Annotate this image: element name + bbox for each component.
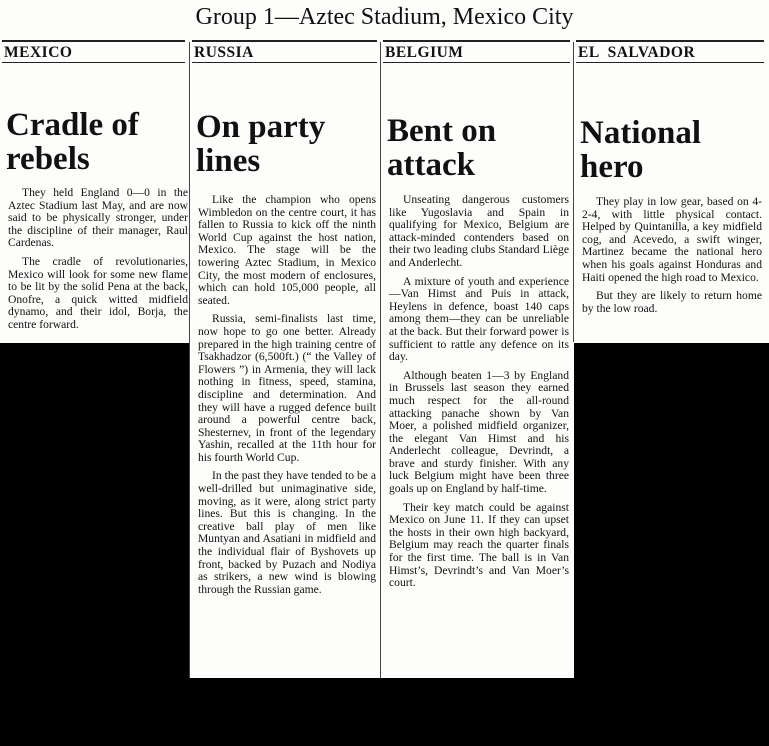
column-belgium <box>383 40 570 590</box>
paragraph: Like the champion who opens Wimbledon on the centre court, it has fallen to Russia to kick off the ninth World Cup against the host nation, Mexico. The stage will be the towering Aztec Stadium, in Mexico City, the most modern of enclosures, which can hold 105,000 people, all seated. <box>198 193 376 307</box>
paragraph: Although beaten 1—3 by England in Brussels last season they earned much respect for the all-round attacking panache shown by Van Moer, a polished midfield organizer, the elegant Van Himst and his Anderlecht colleague, Devrindt, a brave and sturdy finisher. With any luck Belgium might have been three goals up on England by half-time. <box>389 368 569 496</box>
team-label: EL SALVADOR <box>576 40 764 63</box>
column-russia <box>192 40 377 596</box>
paragraph: Their key match could be against Mexico on June 11. If they can upset the hosts in their own high backyard, Belgium may reach the quarter finals for the first time. The ball is in Van Himst’s, Devrindt’s and Van Moer’s court. <box>389 500 569 590</box>
page-title: Group 1—Aztec Stadium, Mexico City <box>195 4 574 30</box>
column-el-salvador <box>576 40 764 315</box>
headline-line: hero <box>580 149 644 185</box>
column-mexico <box>2 40 188 331</box>
headline <box>387 114 496 182</box>
paragraph: The cradle of revolutionaries, Mexico will look for some new flame to be lit by the solid Pena at the back, Onofre, a quick witted midfield dynamo, and their idol, Borja, the centre forward. <box>8 254 188 331</box>
article-body <box>198 194 376 602</box>
column-rule <box>189 42 190 678</box>
headline-line: National <box>580 115 702 151</box>
column-rule <box>380 42 381 678</box>
team-label: MEXICO <box>2 40 185 63</box>
article-body <box>8 187 188 338</box>
headline <box>580 116 701 184</box>
headline-line: lines <box>196 143 261 179</box>
article-body <box>389 194 569 596</box>
paragraph: In the past they have tended to be a well-drilled but unimaginative side, moving, as it were, along strict party lines. But this is changing. In the creative ball play of men like Muntyan and Asatiani in midfield and the individual flair of Byshovets up front, backed by Puzach and Nodiya as strikers, a new wind is blowing through the Russian game. <box>198 469 376 596</box>
article-body <box>582 196 762 321</box>
headline <box>6 108 139 176</box>
paragraph: But they are likely to return home by the low road. <box>582 289 762 315</box>
paragraph: They held England 0—0 in the Aztec Stadium last May, and are now said to be physically stronger, under the discipline of their manager, Raul Cardenas. <box>8 186 188 250</box>
paragraph: Unseating dangerous customers like Yugoslavia and Spain in qualifying for Mexico, Belgium are attack-minded contenders based on their two leading clubs Standard Liège and Anderlecht. <box>389 193 569 269</box>
headline-line: rebels <box>6 141 90 177</box>
paragraph: They play in low gear, based on 4-2-4, with little physical contact. Helped by Quintanilla, a key midfield cog, and Acevedo, a swift winger, Martinez became the national hero when his goals against Honduras and Haiti opened the high road to Mexico. <box>582 195 762 284</box>
headline-line: Cradle of <box>6 107 139 143</box>
paragraph: A mixture of youth and experience—Van Himst and Puis in attack, Heylens in defence, boast 140 caps among them—they can be unreliable at the back. But their forward power is sufficient to rattle any defence on its day. <box>389 274 569 364</box>
headline <box>196 110 325 178</box>
headline-line: On party <box>196 109 326 145</box>
team-label: BELGIUM <box>383 40 570 63</box>
headline-line: attack <box>387 147 475 183</box>
column-rule <box>573 42 574 342</box>
headline-line: Bent on <box>387 113 497 149</box>
paragraph: Russia, semi-finalists last time, now hope to go one better. Already prepared in the high training centre of Tsakhadzor (6,500ft.) (“ the Valley of Flowers ”) in Armenia, they will lack nothing in fitness, speed, stamina, discipline and determination. And they will have a rugged defence built around a powerful centre back, Shesternev, in front of the legendary Yashin, recalled at the 11th hour for his fourth World Cup. <box>198 312 376 464</box>
team-label: RUSSIA <box>192 40 377 63</box>
